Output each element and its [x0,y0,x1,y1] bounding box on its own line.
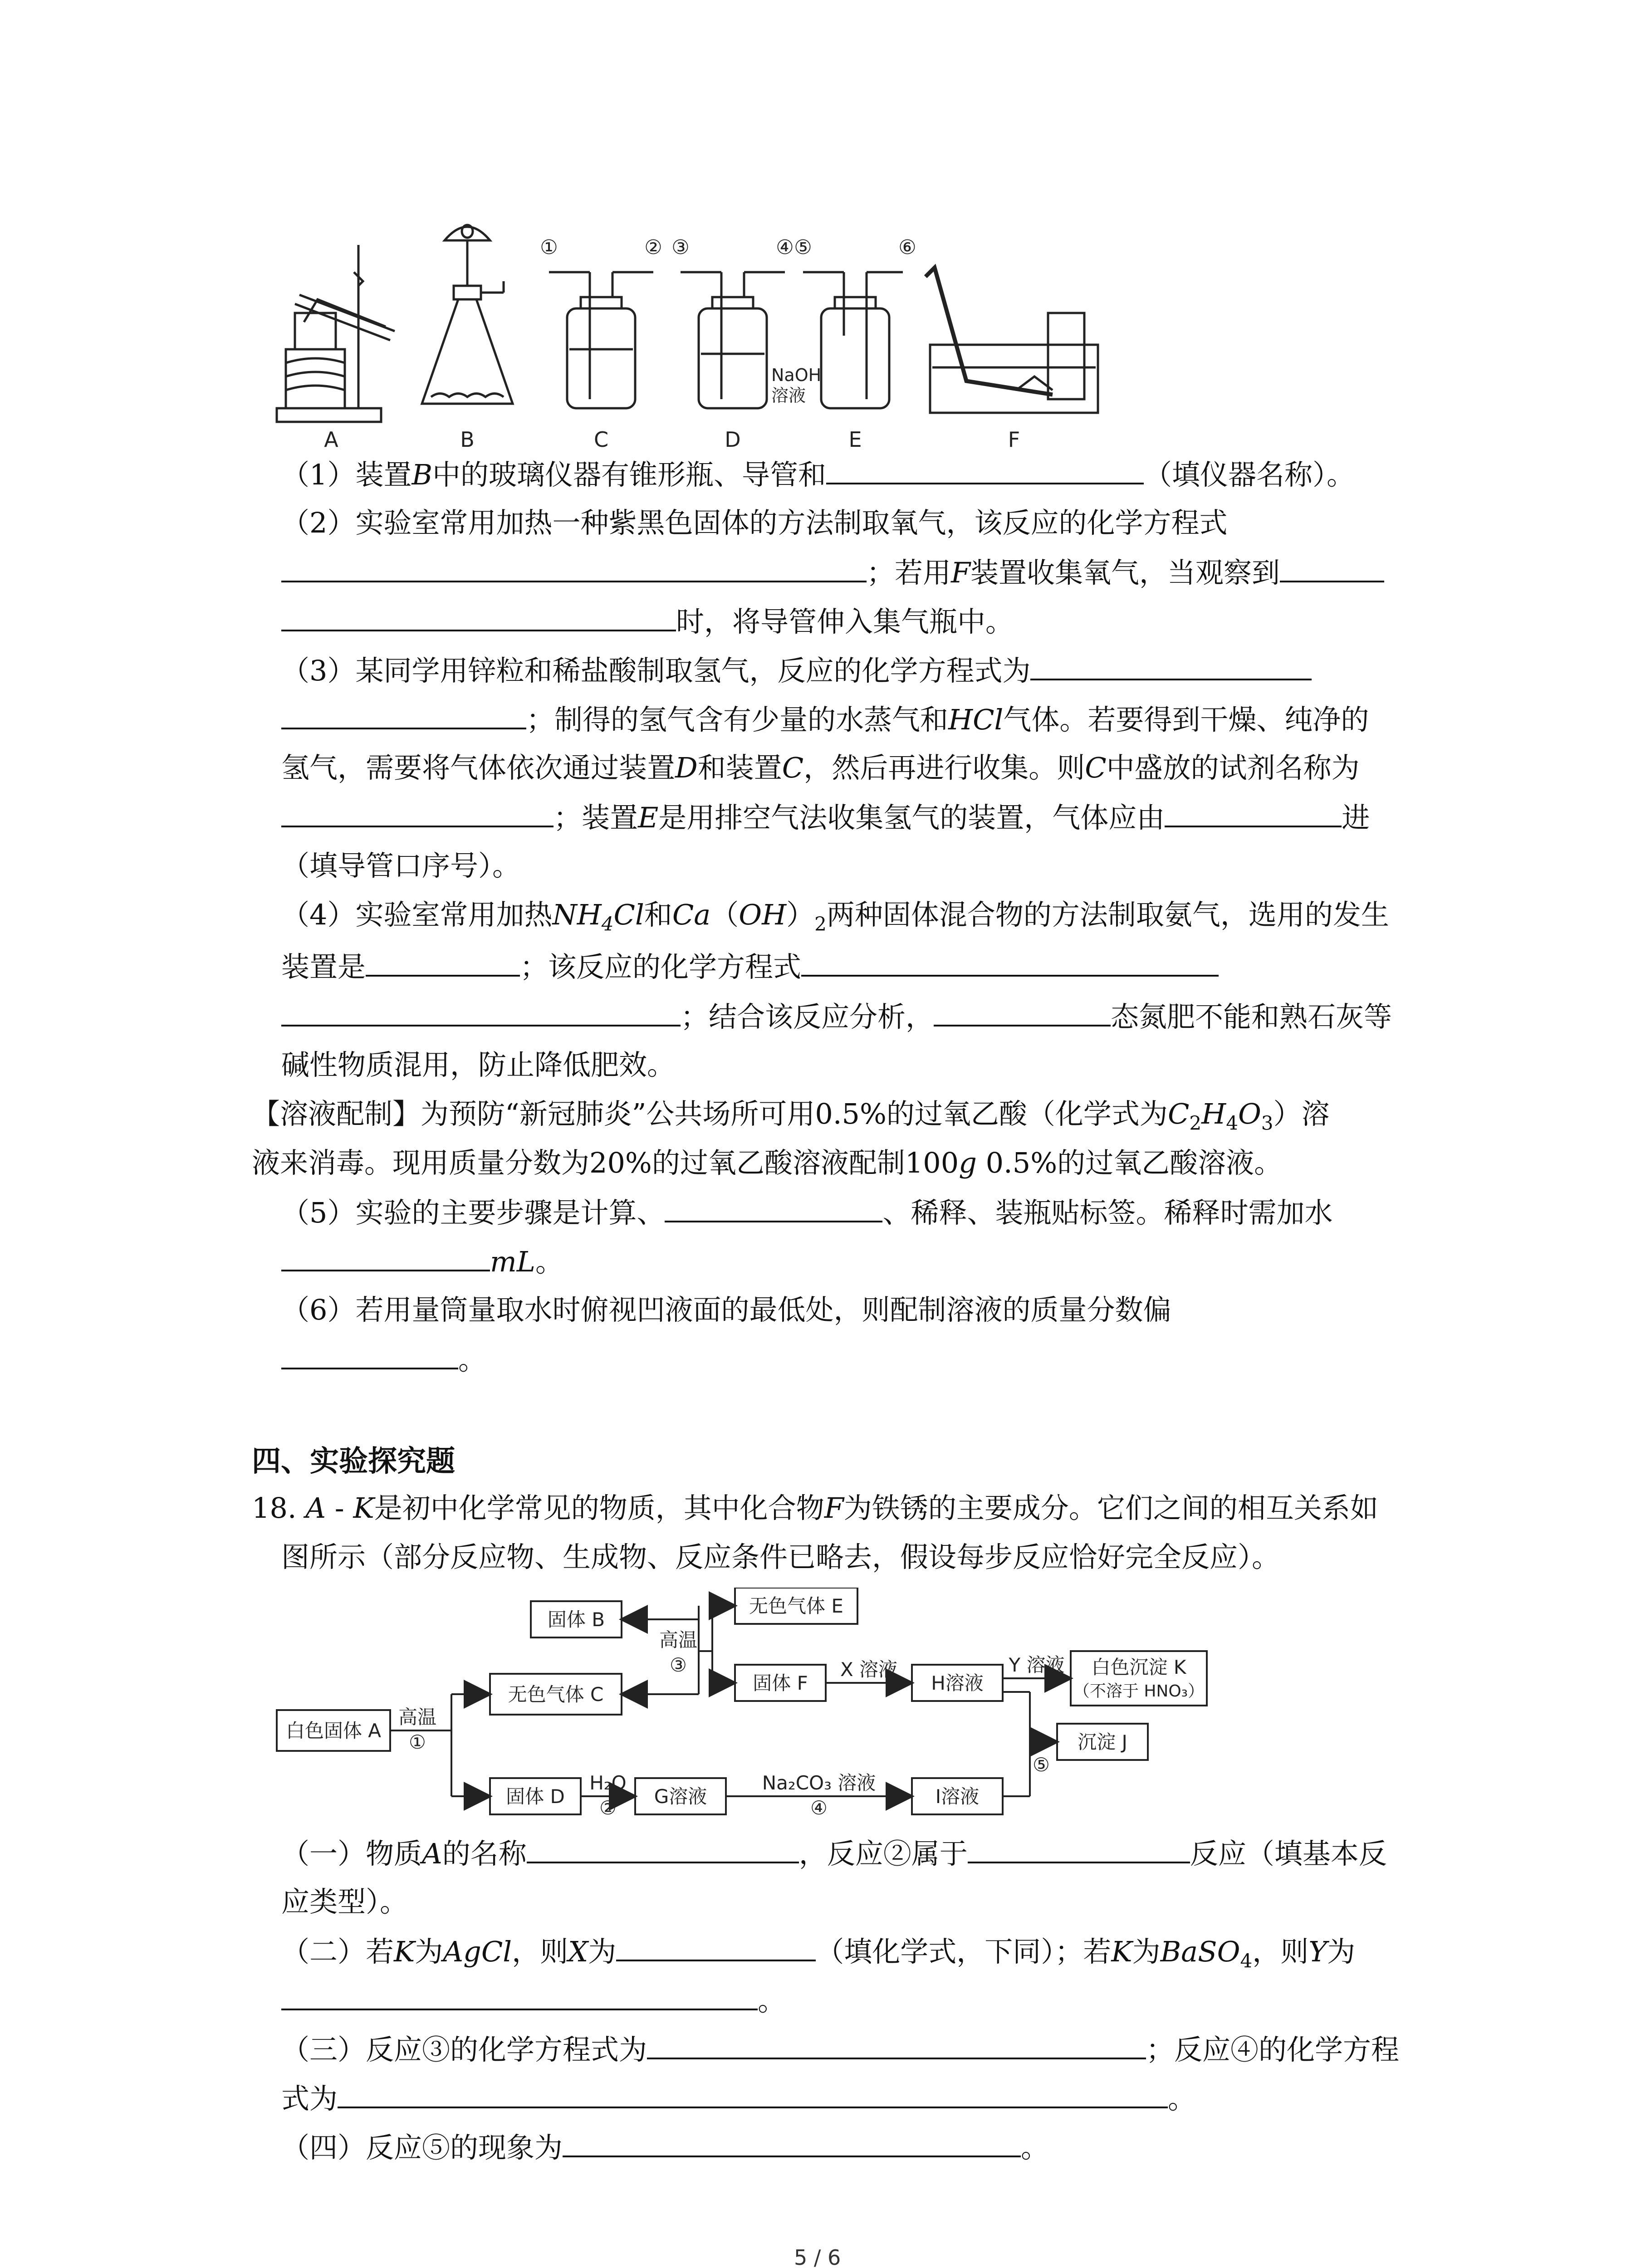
q18-part2-line-1 [281,1931,1355,1981]
formula: Cl [613,898,644,931]
formula: C [1167,1097,1190,1130]
answer-blank-7[interactable] [366,946,520,977]
text: 为铁锈的主要成分。它们之间的相互关系如 [843,1491,1378,1525]
text: 气体。若要得到干燥、纯净的 [1003,703,1369,736]
flow-drawing [272,1588,1270,1842]
label-reaction-1: ① [409,1731,426,1753]
text: （4）实验室常用加热 [281,898,553,931]
text: 反应（填基本反 [1190,1837,1387,1870]
text: 的过氧乙酸溶液配制 [652,1146,905,1179]
text: 时，将导管伸入集气瓶中。 [676,605,1014,638]
var: F [824,1491,844,1525]
text: - [326,1491,353,1525]
q17-line-6 [281,699,1369,740]
text: 为 [1327,1935,1356,1968]
question-number: 18. [252,1491,306,1525]
q18-part3-line-2 [281,2077,1196,2119]
text: ）溶 [1273,1097,1330,1130]
subscript: 4 [1226,1112,1238,1134]
text: 应类型）。 [281,1885,408,1918]
text: 。 [758,1984,786,2017]
q18-part3-line-1 [281,2028,1399,2070]
var: K [394,1935,415,1968]
text: ，则 [1252,1935,1309,1968]
text: ） [786,898,815,931]
q17-line-16 [281,1290,1171,1330]
apparatus-label-f: F [1008,427,1020,452]
var: A [422,1837,442,1870]
text: 中盛放的试剂名称为 [1106,751,1360,784]
q18-intro-line-2 [281,1537,1280,1578]
text: 式为 [281,2082,338,2115]
node-precip-j: 沉淀 J [1078,1731,1127,1753]
text: （5）实验的主要步骤是计算、 [281,1196,665,1229]
text: （填仪器名称）。 [1144,458,1355,491]
var: K [353,1491,374,1525]
answer-blank-19[interactable] [563,2126,1021,2157]
var: C [782,751,804,784]
var: C [1085,751,1107,784]
text: 为 [415,1935,443,1968]
q17-line-10 [281,894,1389,944]
q17-line-1 [281,454,1355,495]
text: ；装置 [554,801,638,834]
text: 中的玻璃仪器有锥形瓶、导管和 [432,458,827,491]
answer-blank-8b[interactable] [281,996,681,1026]
text: （ [710,898,739,931]
answer-blank-14[interactable] [968,1833,1190,1863]
text: 液来消毒。现用质量分数为 [252,1146,590,1179]
apparatus-figure [268,218,1284,454]
q17-line-17 [281,1339,486,1380]
node-solid-a: 白色固体 A [285,1720,382,1742]
q17-line-2 [281,503,1227,543]
q18-part2-line-2 [281,1980,786,2021]
text: 。 [1168,2082,1196,2115]
var: E [638,801,659,834]
formula: H [1201,1097,1226,1130]
text: 。 [1021,2131,1049,2164]
q17-line-11 [281,946,1219,987]
number: 100 [905,1146,959,1179]
q17-line-4 [281,601,1014,642]
apparatus-label-a: A [324,427,338,452]
question-18-parts [281,1833,1461,2218]
naoh-label: NaOH [771,365,822,385]
q17-line-13 [281,1045,675,1085]
var: HCl [948,703,1004,736]
text: 为 [588,1935,617,1968]
q17-line-3 [281,552,1384,593]
node-solid-b: 固体 B [547,1608,605,1631]
number: 0.5% [976,1146,1058,1179]
node-g-solution: G溶液 [654,1785,707,1808]
label-reaction-5: ⑤ [1033,1754,1050,1776]
node-h-solution: H溶液 [931,1672,984,1694]
var: K [1111,1935,1132,1968]
label-x-solution: X 溶液 [840,1658,898,1681]
label-high-temp-1: 高温 [398,1706,437,1728]
number: 0.5% [815,1097,887,1130]
text: 装置收集氧气，当观察到 [970,556,1280,589]
q17-line-7 [281,748,1360,788]
text: （1）装置 [281,458,412,491]
answer-blank-8a[interactable] [801,946,1219,977]
text: 是初中化学常见的物质，其中化合物 [374,1491,824,1525]
subscript: 4 [1240,1950,1253,1972]
apparatus-label-b: B [460,427,475,452]
text: 进 [1342,801,1370,834]
number: 20% [589,1146,652,1179]
apparatus-label-d: D [725,427,741,452]
text: 和 [644,898,672,931]
var: D [675,751,698,784]
answer-blank-13[interactable] [527,1833,799,1863]
label-h2o: H₂O [589,1772,627,1794]
text: ，反应②属于 [798,1837,968,1870]
label-reaction-4: ④ [810,1797,828,1819]
answer-blank-4a[interactable] [1030,650,1312,680]
answer-blank-10[interactable] [665,1192,882,1222]
q18-part1-line-1 [281,1833,1387,1874]
var: B [411,458,433,491]
q18-intro-line-1 [252,1488,1378,1529]
text: （二）若 [281,1935,394,1968]
label-reaction-2: ② [599,1797,617,1819]
naoh-solution-label: 溶液 [771,386,806,406]
text: 图所示（部分反应物、生成物、反应条件已略去，假设每步反应恰好完全反应）。 [281,1540,1280,1574]
formula: NH [552,898,602,931]
text: （填导管口序号）。 [281,849,521,882]
text: ；反应④的化学方程 [1146,2033,1400,2066]
q17-line-9 [281,846,520,886]
section-heading: 四、实验探究题 [252,1445,455,1478]
apparatus-label-c: C [593,427,609,452]
answer-blank-2[interactable] [281,552,867,582]
answer-blank-12[interactable] [281,1339,458,1369]
apparatus-drawing [268,218,1284,454]
answer-blank-5[interactable] [281,797,554,827]
text: ；该反应的化学方程式 [520,950,802,983]
text: 氢气，需要将气体依次通过装置 [281,751,676,784]
node-solid-d: 固体 D [506,1785,565,1808]
answer-blank-6[interactable] [1165,797,1342,827]
text: （四）反应⑤的现象为 [281,2131,563,2164]
var: F [951,556,971,589]
apparatus-label-e: E [848,427,862,452]
page-number: 5 / 6 [794,2245,841,2268]
text: 的名称 [442,1837,527,1870]
text: （3）某同学用锌粒和稀盐酸制取氢气，反应的化学方程式为 [281,654,1031,687]
subscript: 2 [1189,1112,1202,1134]
answer-blank-4b[interactable] [281,699,526,729]
text: 【溶液配制】为预防“新冠肺炎”公共场所可用 [252,1097,815,1130]
answer-blank-9[interactable] [934,996,1111,1026]
label-reaction-3: ③ [670,1654,687,1676]
answer-blank-3b[interactable] [281,601,676,631]
var: Y [1308,1935,1327,1968]
answer-blank-16[interactable] [281,1980,758,2010]
text: 。 [458,1343,487,1376]
port-2: ② [644,236,662,259]
solution-prep-line-1 [252,1094,1330,1144]
text: 态氮肥不能和熟石灰等 [1111,1000,1392,1033]
label-y-solution: Y 溶液 [1009,1654,1065,1676]
text: （一）物质 [281,1837,422,1870]
q17-line-8 [281,797,1370,838]
text: ，则 [512,1935,568,1968]
answer-blank-15[interactable] [616,1931,816,1961]
q17-line-12 [281,996,1392,1037]
answer-blank-18[interactable] [338,2077,1168,2108]
question-17 [252,454,1461,1406]
formula: OH [739,898,787,931]
text: 的过氧乙酸溶液。 [1057,1146,1283,1179]
var: X [568,1935,588,1968]
text: 和装置 [697,751,782,784]
q18-part4-line-1 [281,2126,1049,2168]
port-5: ⑤ [794,236,812,259]
q18-part1-line-2 [281,1882,408,1922]
node-gas-e: 无色气体 E [749,1595,843,1617]
q17-line-5 [281,650,1312,691]
text: ；结合该反应分析， [681,1000,934,1033]
text: （三）反应③的化学方程式为 [281,2033,647,2066]
answer-blank-1[interactable] [826,454,1144,484]
subscript: 2 [814,913,827,935]
solution-prep-line-2 [252,1143,1282,1183]
unit: mL [490,1245,535,1278]
answer-blank-3a[interactable] [1280,552,1384,582]
port-4: ④ [776,236,794,259]
text: 碱性物质混用，防止降低肥效。 [281,1048,676,1081]
formula: BaSO [1160,1935,1240,1968]
answer-blank-11[interactable] [281,1241,490,1271]
text: ；制得的氢气含有少量的水蒸气和 [526,703,949,736]
formula: O [1238,1097,1261,1130]
reaction-flow-diagram [272,1588,1270,1842]
node-precip-k: 白色沉淀 K [1091,1656,1186,1678]
text: 两种固体混合物的方法制取氨气，选用的发生 [826,898,1389,931]
subscript: 4 [601,913,614,935]
text: ；若用 [867,556,951,589]
port-3: ③ [671,236,690,259]
text: 是用排空气法收集氢气的装置，气体应由 [658,801,1165,834]
node-i-solution: I溶液 [935,1785,980,1808]
node-precip-k-note: （不溶于 HNO₃） [1073,1682,1205,1701]
port-1: ① [540,236,558,259]
node-gas-c: 无色气体 C [508,1683,604,1706]
q17-line-14 [281,1192,1332,1233]
port-6: ⑥ [898,236,916,259]
text: （填化学式，下同）；若 [816,1935,1112,1968]
subscript: 3 [1261,1112,1274,1134]
text: （2）实验室常用加热一种紫黑色固体的方法制取氧气，该反应的化学方程式 [281,506,1228,539]
text: （6）若用量筒量取水时俯视凹液面的最低处，则配制溶液的质量分数偏 [281,1293,1171,1326]
label-high-temp-3: 高温 [659,1629,698,1651]
unit: g [959,1146,977,1179]
text: 装置是 [281,950,366,983]
var: A [305,1491,326,1525]
answer-blank-17[interactable] [647,2028,1146,2059]
label-na2co3: Na₂CO₃ 溶液 [762,1772,876,1794]
node-solid-f: 固体 F [753,1672,808,1694]
text: 的过氧乙酸（化学式为 [886,1097,1168,1130]
text: 为 [1132,1935,1161,1968]
text: 、稀释、装瓶贴标签。稀释时需加水 [882,1196,1333,1229]
q17-line-15 [281,1241,563,1282]
text: 。 [535,1245,563,1278]
formula: Ca [672,898,711,931]
text: ，然后再进行收集。则 [803,751,1085,784]
formula: AgCl [443,1935,512,1968]
